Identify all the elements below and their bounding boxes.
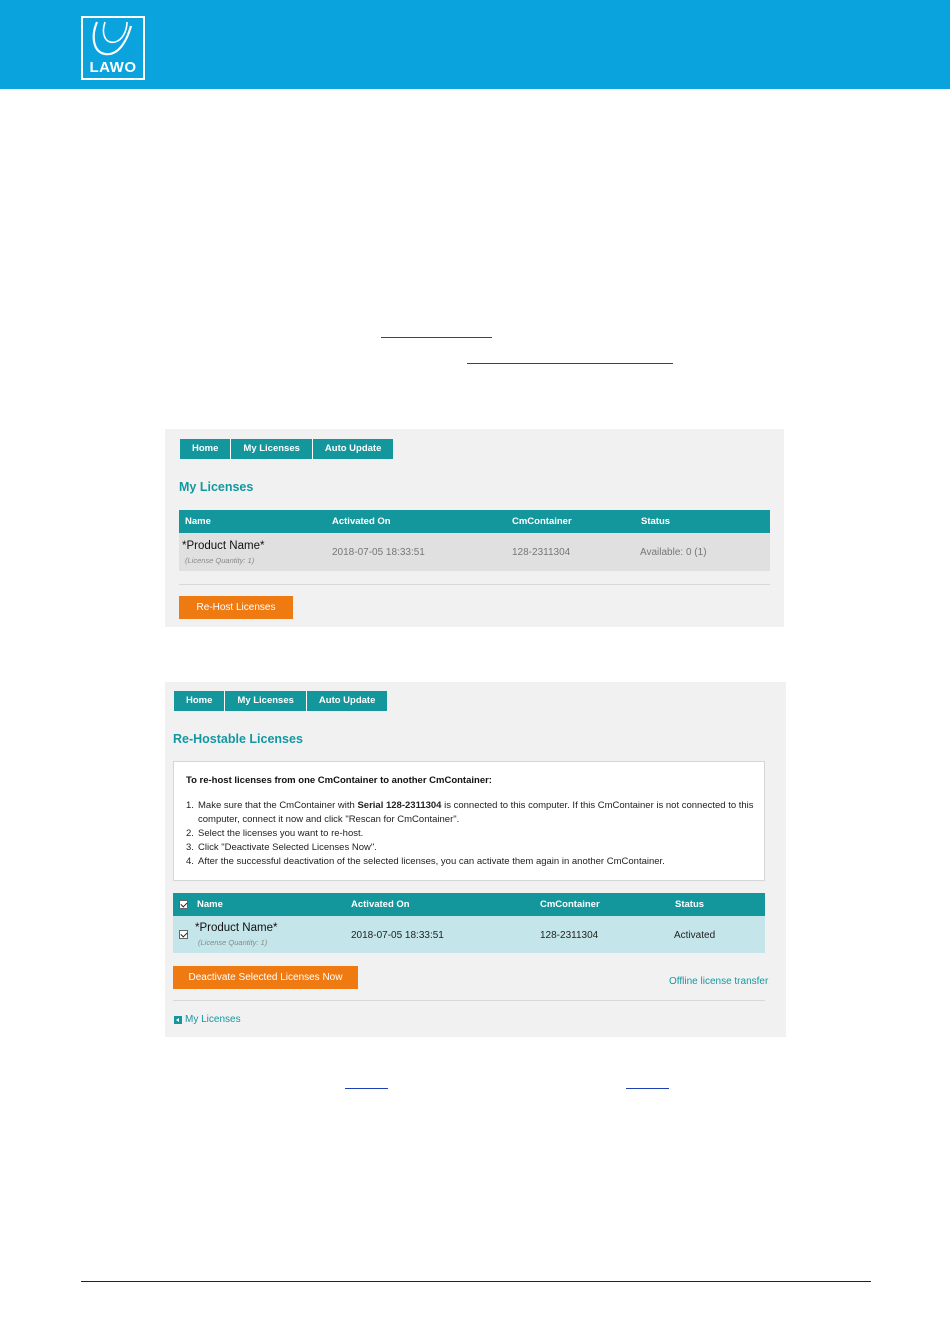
table-header — [173, 893, 765, 916]
instructions-box — [173, 761, 765, 881]
product-name: *Product Name* — [195, 922, 278, 934]
rehostable-licenses-screenshot — [165, 682, 786, 1037]
table-header — [179, 510, 770, 533]
back-to-my-licenses-link[interactable]: My Licenses — [185, 1014, 241, 1025]
table-row — [179, 533, 770, 571]
nav-home[interactable]: Home — [174, 691, 225, 711]
license-quantity: (License Quantity: 1) — [198, 938, 268, 947]
back-arrow-icon[interactable] — [174, 1016, 182, 1024]
hyperlink-underline[interactable] — [345, 1088, 388, 1089]
instructions-list — [186, 799, 756, 869]
divider — [173, 1000, 765, 1001]
col-status: Status — [675, 899, 705, 910]
hyperlink-underline[interactable] — [626, 1088, 669, 1089]
nav-home[interactable]: Home — [180, 439, 231, 459]
col-activated-on: Activated On — [351, 899, 410, 910]
page-title: Re-Hostable Licenses — [173, 732, 303, 746]
nav-my-licenses[interactable]: My Licenses — [225, 691, 307, 711]
nav-my-licenses[interactable]: My Licenses — [231, 439, 313, 459]
deactivate-selected-button[interactable]: Deactivate Selected Licenses Now — [173, 966, 358, 989]
hyperlink-underline[interactable] — [467, 363, 673, 364]
status-value: Activated — [674, 930, 716, 941]
instruction-step: 1. Make sure that the CmContainer with Serial 128-2311304 is connected to this computer. If this CmContainer is not connected to this computer, connect it now and click "Rescan for CmContainer". — [186, 800, 754, 825]
instruction-step: 2. Select the licenses you want to re-host. — [186, 828, 364, 839]
row-checkbox[interactable] — [179, 930, 188, 939]
col-status: Status — [641, 516, 671, 527]
page-title: My Licenses — [179, 480, 254, 494]
header-bar — [0, 0, 950, 89]
my-licenses-screenshot — [165, 429, 784, 627]
col-cmcontainer: CmContainer — [540, 899, 600, 910]
col-activated-on: Activated On — [332, 516, 391, 527]
divider — [179, 584, 770, 585]
instructions-heading: To re-host licenses from one CmContainer to another CmContainer: — [186, 775, 492, 786]
footer-divider — [81, 1281, 871, 1282]
select-all-checkbox[interactable] — [179, 900, 188, 909]
table-row[interactable] — [173, 916, 765, 953]
lawo-swirl-icon — [83, 18, 143, 62]
col-name: Name — [197, 899, 223, 910]
lawo-logo — [81, 16, 145, 80]
license-quantity: (License Quantity: 1) — [185, 556, 255, 565]
hyperlink-underline[interactable] — [381, 337, 492, 338]
cmcontainer-value: 128-2311304 — [512, 547, 571, 558]
nav-bar — [180, 439, 393, 459]
col-name: Name — [185, 516, 211, 527]
cmcontainer-value: 128-2311304 — [540, 930, 599, 941]
offline-license-transfer-link[interactable]: Offline license transfer — [669, 976, 769, 987]
instruction-step: 4. After the successful deactivation of the selected licenses, you can activate them again in another CmContainer. — [186, 856, 665, 867]
instruction-step: 3. Click "Deactivate Selected Licenses Now". — [186, 842, 377, 853]
rehost-licenses-button[interactable]: Re-Host Licenses — [179, 596, 293, 619]
product-name: *Product Name* — [182, 540, 265, 552]
col-cmcontainer: CmContainer — [512, 516, 572, 527]
nav-auto-update[interactable]: Auto Update — [313, 439, 393, 459]
activated-on-value: 2018-07-05 18:33:51 — [351, 930, 444, 941]
logo-text: LAWO — [89, 59, 137, 76]
activated-on-value: 2018-07-05 18:33:51 — [332, 547, 425, 558]
nav-auto-update[interactable]: Auto Update — [307, 691, 387, 711]
nav-bar — [174, 691, 387, 711]
status-value: Available: 0 (1) — [640, 547, 707, 558]
